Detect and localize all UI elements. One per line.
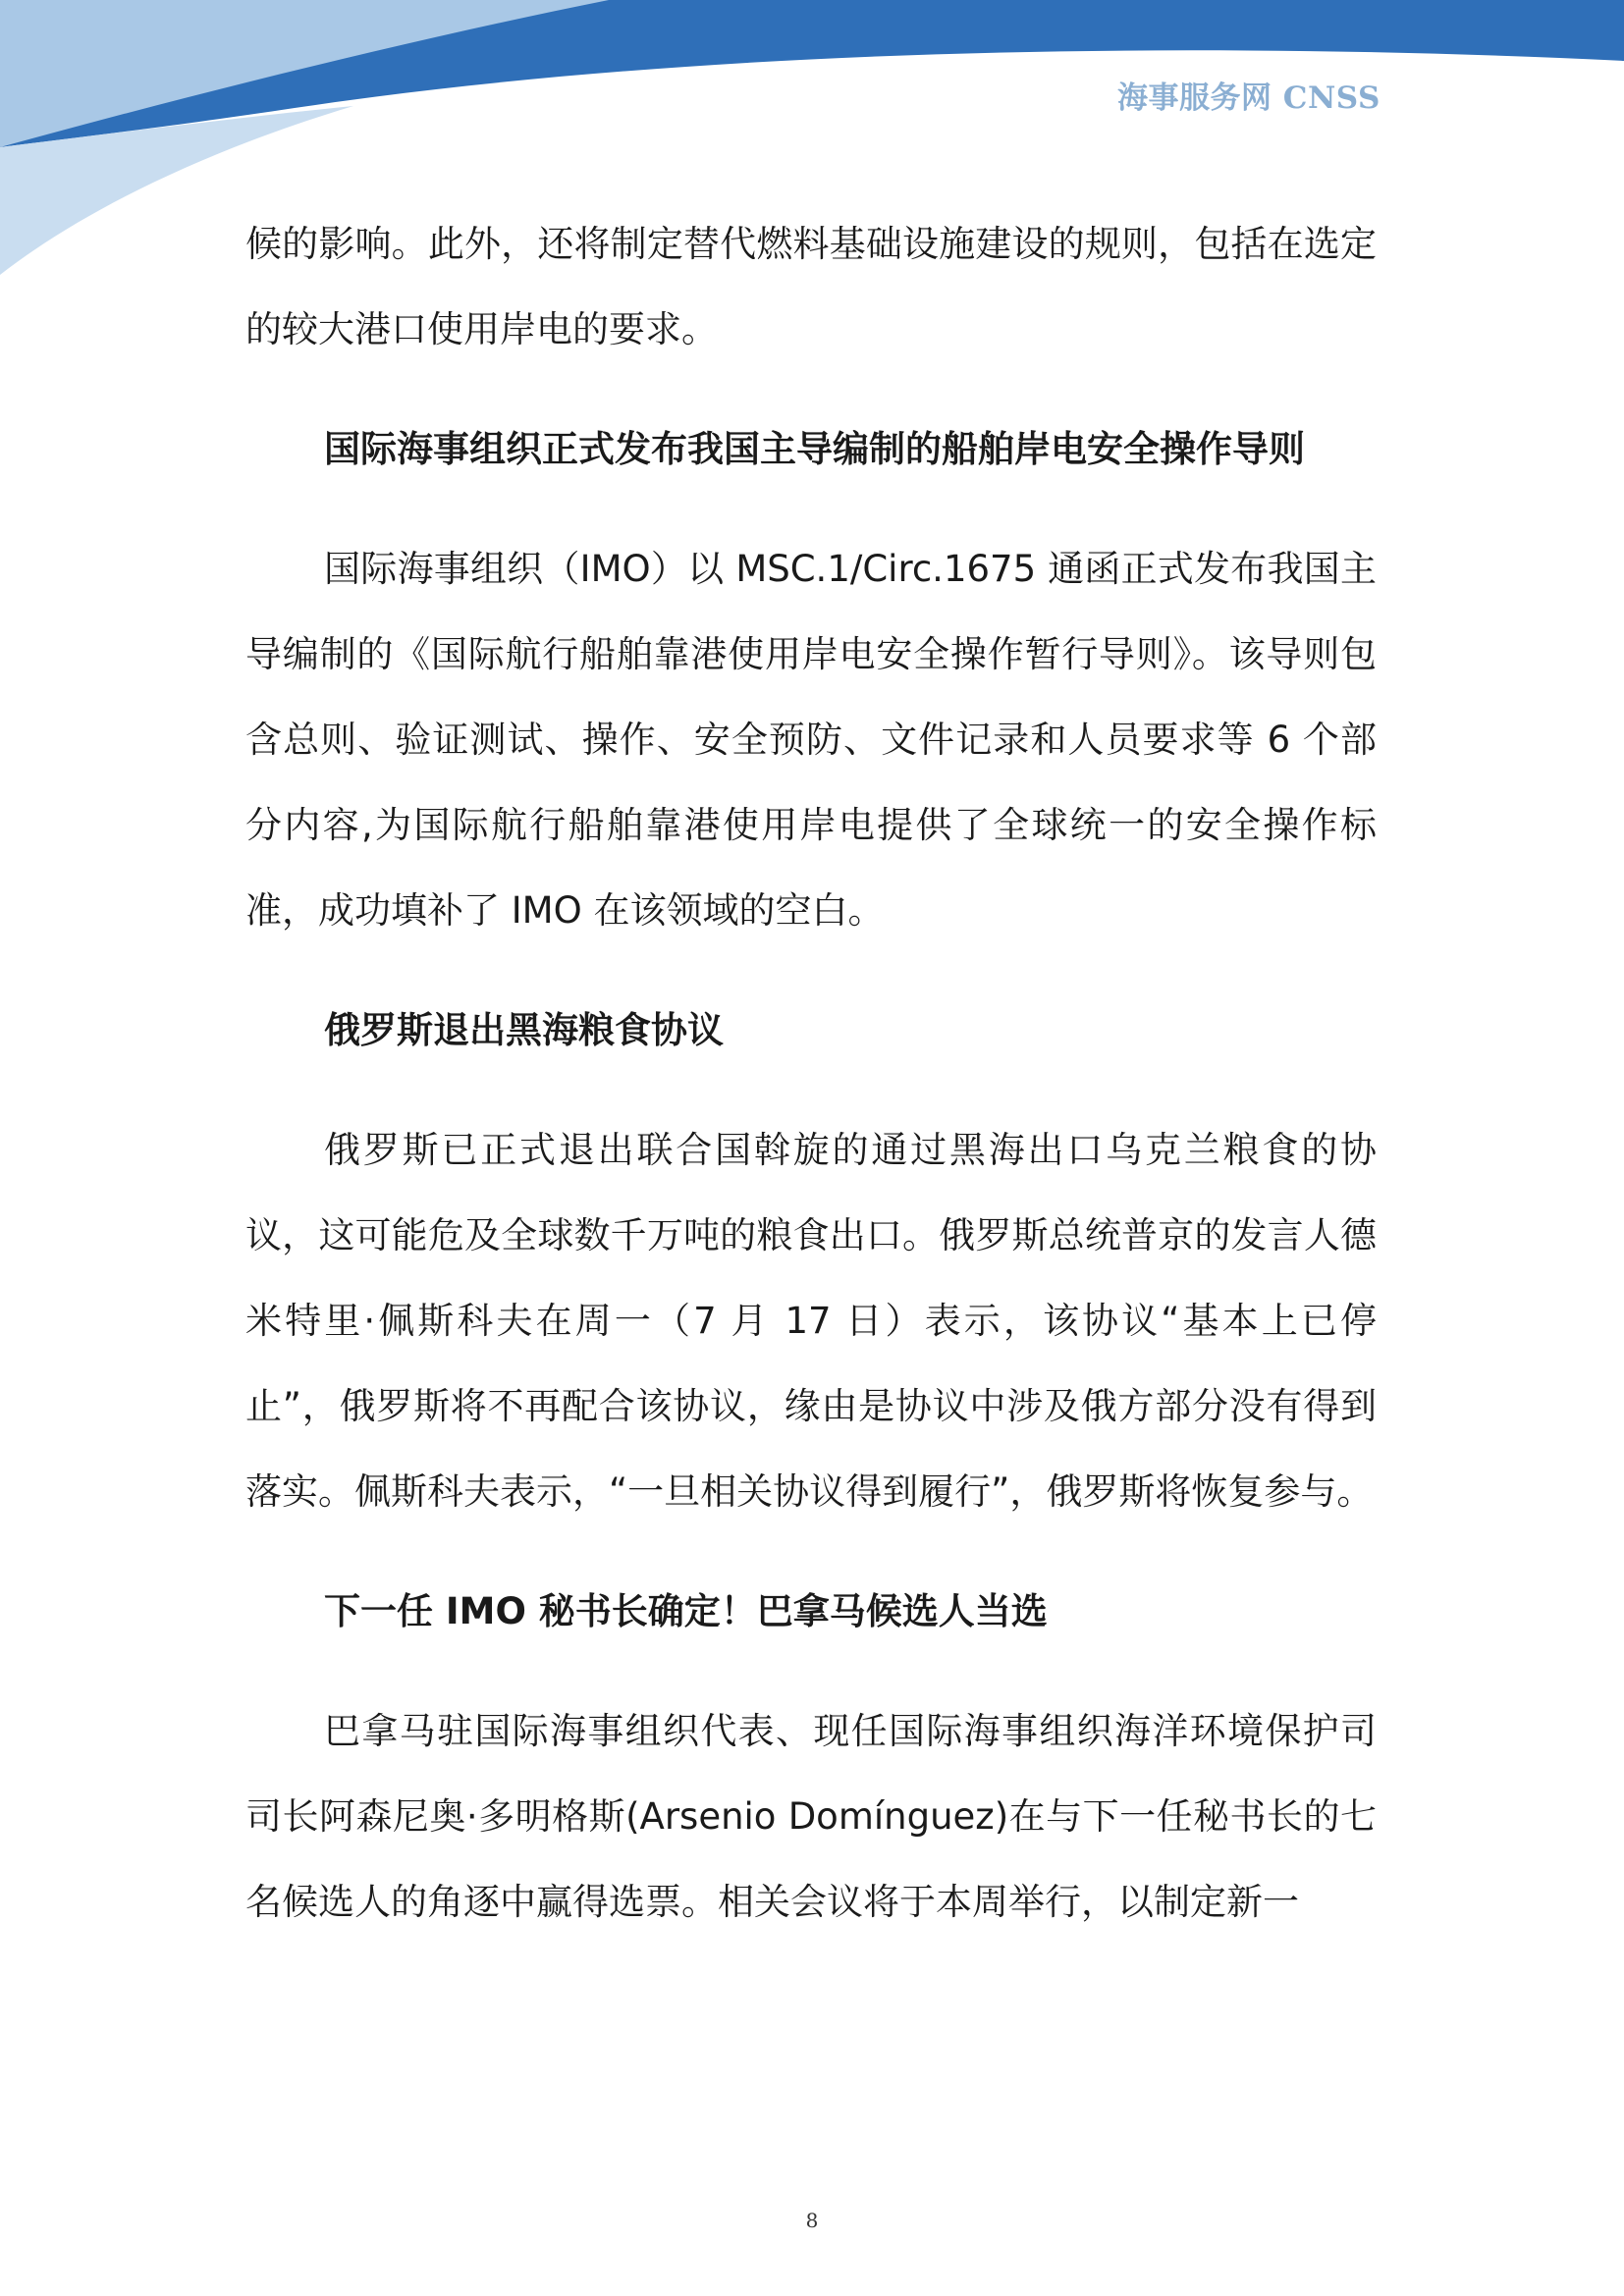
section-gap <box>245 372 1377 406</box>
section-heading-shore-power: 国际海事组织正式发布我国主导编制的船舶岸电安全操作导则 <box>324 428 1305 470</box>
section-heading-grain-deal: 俄罗斯退出黑海粮食协议 <box>324 1009 724 1051</box>
section-gap <box>245 953 1377 988</box>
section-gap <box>245 1073 1377 1107</box>
brand-title: 海事服务网 CNSS <box>1117 80 1380 116</box>
section-gap <box>245 1534 1377 1569</box>
section-gap <box>245 1654 1377 1688</box>
paragraph-continued: 候的影响。此外，还将制定替代燃料基础设施建设的规则，包括在选定的较大港口使用岸电的要求。 <box>245 223 1377 350</box>
section-gap <box>245 492 1377 526</box>
section-heading-imo-secretary: 下一任 IMO 秘书长确定！巴拿马候选人当选 <box>324 1590 1048 1632</box>
page-number: 8 <box>805 2209 819 2232</box>
document-body <box>245 201 1377 1945</box>
paragraph-shore-power: 国际海事组织（IMO）以 MSC.1/Circ.1675 通函正式发布我国主导编制的《国际航行船舶靠港使用岸电安全操作暂行导则》。该导则包含总则、验证测试、操作、安全预防、文件记录和人员要求等 6 个部分内容,为国际航行船舶靠港使用岸电提供了全球统一的安全操作标准，成功填补了 IMO 在该领域的空白。 <box>245 548 1377 932</box>
paragraph-imo-secretary: 巴拿马驻国际海事组织代表、现任国际海事组织海洋环境保护司司长阿森尼奥·多明格斯(Arsenio Domínguez)在与下一任秘书长的七名候选人的角逐中赢得选票。相关会议将于本周举行，以制定新一 <box>245 1710 1377 1923</box>
paragraph-grain-deal: 俄罗斯已正式退出联合国斡旋的通过黑海出口乌克兰粮食的协议，这可能危及全球数千万吨的粮食出口。俄罗斯总统普京的发言人德米特里·佩斯科夫在周一（7 月 17 日）表示，该协议“基本上已停止”，俄罗斯将不再配合该协议，缘由是协议中涉及俄方部分没有得到落实。佩斯科夫表示，“一旦相关协议得到履行”，俄罗斯将恢复参与。 <box>245 1129 1377 1513</box>
